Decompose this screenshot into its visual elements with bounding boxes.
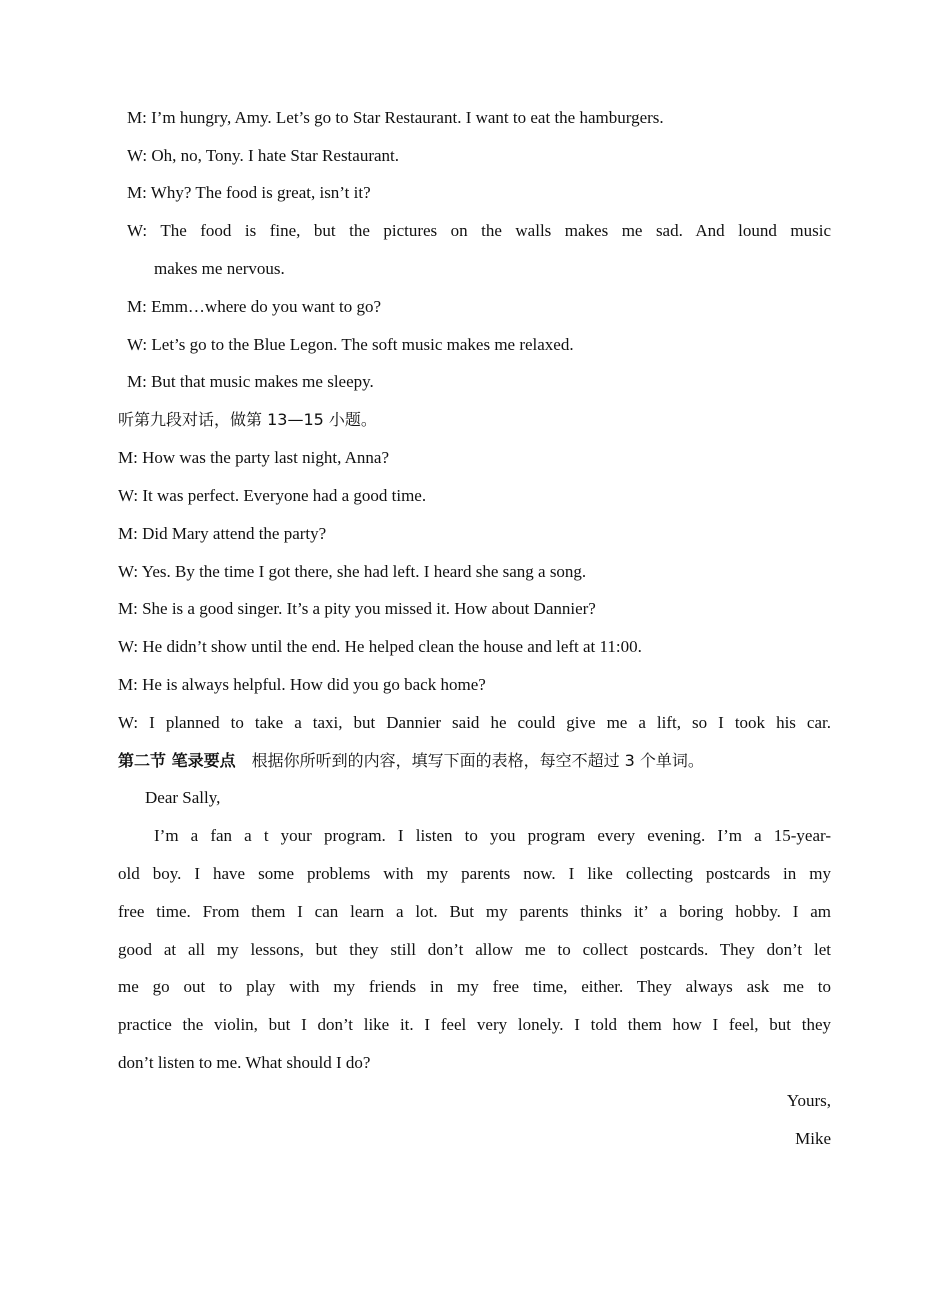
dialogue-line: M: Did Mary attend the party?	[118, 524, 327, 543]
letter-line: me go out to play with my friends in my free time, either. They always ask me to	[118, 977, 831, 996]
letter-line: good at all my lessons, but they still don’t allow me to collect postcards. They don’t let	[118, 940, 831, 959]
instruction-dialogue-9: 听第九段对话，做第 13—15 小题。	[118, 410, 377, 429]
dialogue-line: M: Why? The food is great, isn’t it?	[127, 183, 371, 202]
section-instruction: 根据你所听到的内容，填写下面的表格，每空不超过 3 个单词。	[251, 751, 704, 770]
dialogue-line: W: Oh, no, Tony. I hate Star Restaurant.	[127, 146, 400, 165]
dialogue-line: W: It was perfect. Everyone had a good time.	[118, 486, 427, 505]
dialogue-line: M: I’m hungry, Amy. Let’s go to Star Restaurant. I want to eat the hamburgers.	[127, 108, 664, 127]
dialogue-line: M: How was the party last night, Anna?	[118, 448, 390, 467]
dialogue-line: W: Yes. By the time I got there, she had left. I heard she sang a song.	[118, 562, 587, 581]
letter-salutation: Dear Sally,	[145, 788, 221, 807]
letter-line: don’t listen to me. What should I do?	[118, 1053, 371, 1072]
dialogue-line: M: Emm…where do you want to go?	[127, 297, 382, 316]
letter-line: free time. From them I can learn a lot. But my parents thinks it’ a boring hobby. I am	[118, 902, 831, 921]
letter-line: practice the violin, but I don’t like it. I feel very lonely. I told them how I feel, but they	[118, 1015, 831, 1034]
dialogue-line: W: He didn’t show until the end. He helped clean the house and left at 11:00.	[118, 637, 642, 656]
section-heading	[118, 749, 704, 773]
dialogue-line: M: But that music makes me sleepy.	[127, 372, 374, 391]
section-title: 第二节 笔录要点	[118, 751, 236, 770]
dialogue-line: M: He is always helpful. How did you go back home?	[118, 675, 486, 694]
dialogue-line: W: The food is fine, but the pictures on the walls makes me sad. And lound music	[127, 221, 831, 240]
letter-line: old boy. I have some problems with my parents now. I like collecting postcards in my	[118, 864, 831, 883]
letter-closing: Yours,	[786, 1091, 831, 1110]
dialogue-line: W: Let’s go to the Blue Legon. The soft music makes me relaxed.	[127, 335, 574, 354]
dialogue-line-continued: makes me nervous.	[154, 259, 285, 278]
dialogue-line: W: I planned to take a taxi, but Dannier said he could give me a lift, so I took his car.	[118, 713, 831, 732]
letter-line: I’m a fan a t your program. I listen to you program every evening. I’m a 15-year-	[154, 826, 831, 845]
dialogue-line: M: She is a good singer. It’s a pity you missed it. How about Dannier?	[118, 599, 596, 618]
letter-signature: Mike	[795, 1129, 831, 1148]
